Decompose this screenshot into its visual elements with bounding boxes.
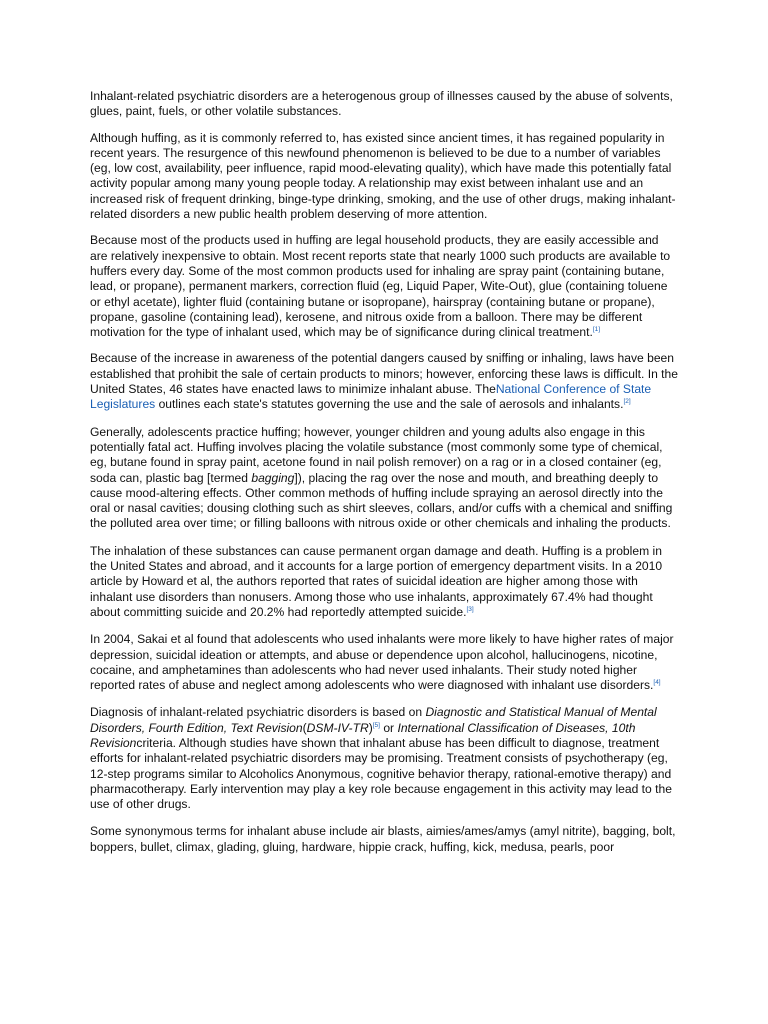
reference-3-link[interactable]: [3] (466, 605, 474, 613)
paragraph-text: ) (368, 720, 373, 735)
paragraph-text: ]), placing the rag over the nose and mouth, and breathing deeply to cause mood-altering effects. Other common methods of huffing include spraying an aerosol directly into the oral or nasal cavities; dousing clothing such as shirt sleeves, collars, and/or cuffs with a chemical and sniffing the polluted area over time; or filling balloons with nitrous oxide or other chemicals and inhaling the products. (90, 470, 673, 531)
reference-5-link[interactable]: [5] (372, 721, 380, 729)
paragraph-text: Because of the increase in awareness of the potential dangers caused by sniffing or inhaling, laws have been established that prohibit the sale of certain products to minors; however, enforcing these laws is difficult. In the United States, 46 states have enacted laws to minimize inhalant abuse. The (90, 351, 678, 397)
paragraph-text: Inhalant-related psychiatric disorders are a heterogenous group of illnesses caused by the abuse of solvents, glues, paint, fuels, or other volatile substances. (90, 89, 673, 119)
paragraph-text: Because most of the products used in huffing are legal household products, they are easily accessible and are relatively inexpensive to obtain. Most recent reports state that nearly 1000 such products are available to huffers every day. Some of the most common products used for inhaling are spray paint (containing butane, lead, or propane), permanent markers, correction fluid (eg, Liquid Paper, Wite-Out), glue (containing toluene or ethyl acetate), lighter fluid (containing butane or isopropane), hairspray (containing butane or propane), propane, gasoline (containing lead), kerosene, and nitrous oxide from a balloon. There may be different motivation for the type of inhalant used, which may be of significance during clinical treatment. (90, 233, 671, 340)
paragraph-text: criteria. Although studies have shown that inhalant abuse has been difficult to diagnose, treatment efforts for inhalant-related psychiatric disorders may be promising. Treatment consists of psychotherapy (eg, 12-step programs similar to Alcoholics Anonymous, cognitive behavior therapy, rational-emotive therapy) and pharmacotherapy. Early intervention may play a key role because engagement in this activity may lead to the use of other drugs. (90, 735, 672, 812)
bagging-term: bagging (251, 470, 295, 485)
paragraph-text: ( (302, 720, 307, 735)
dsm-abbreviation: DSM-IV-TR (306, 720, 369, 735)
paragraph-consequences (90, 544, 678, 620)
paragraph-synonyms (90, 824, 678, 855)
paragraph-methods (90, 425, 678, 532)
paragraph-text: Diagnosis of inhalant-related psychiatric disorders is based on (90, 705, 426, 720)
paragraph-text: The inhalation of these substances can cause permanent organ damage and death. Huffing is a problem in the United States and abroad, and it accounts for a large portion of emergency department visits. In a 2010 article by Howard et al, the authors reported that rates of suicidal ideation are higher among those with inhalant use disorders than nonusers. Among those who use inhalants, approximately 67.4% had thought about committing suicide and 20.2% had reportedly attempted suicide. (90, 543, 663, 619)
paragraph-huffing-history (90, 131, 678, 223)
paragraph-text: In 2004, Sakai et al found that adolescents who used inhalants were more likely to have higher rates of major depression, suicidal ideation or attempts, and abuse or dependence upon alcohol, hallucinogens, nicotine, cocaine, and amphetamines than adolescents who had never used inhalants. Their study noted higher reported rates of abuse and neglect among adolescents who were diagnosed with inhalant use disorders. (90, 632, 674, 693)
paragraph-sakai-study (90, 632, 678, 693)
reference-4-link[interactable]: [4] (653, 679, 661, 687)
paragraph-laws (90, 351, 678, 412)
icd-title: International Classification of Diseases, 10th Revision (90, 720, 636, 750)
ncsl-link[interactable]: National Conference of State Legislatures (90, 382, 652, 412)
reference-2-link[interactable]: [2] (623, 398, 631, 406)
dsm-title: Diagnostic and Statistical Manual of Mental Disorders, Fourth Edition, Text Revision (90, 705, 657, 735)
paragraph-products (90, 233, 678, 340)
reference-1-link[interactable]: [1] (592, 326, 601, 334)
paragraph-text: Generally, adolescents practice huffing; however, younger children and young adults also engage in this potentially fatal act. Huffing involves placing the volatile substance (most commonly some type of chemical, eg, butane found in spray paint, acetone found in nail polish remover) on a rag or in a closed container (eg, soda can, plastic bag [termed (90, 424, 663, 485)
paragraph-diagnosis (90, 705, 678, 812)
paragraph-text: Although huffing, as it is commonly referred to, has existed since ancient times, it has regained popularity in recent years. The resurgence of this newfound phenomenon is believed to be due to a number of variables (eg, low cost, availability, peer influence, rapid mood-elevating quality), which have made this potentially fatal activity popular among many young people today. A relationship may exist between inhalant use and an increased risk of frequent drinking, binge-type drinking, smoking, and the use of other drugs, making inhalant-related disorders a new public health problem deserving of more attention. (90, 130, 676, 222)
paragraph-text: outlines each state's statutes governing the use and the sale of aerosols and inhalants. (155, 397, 624, 412)
paragraph-text: Some synonymous terms for inhalant abuse include air blasts, aimies/ames/amys (amyl nitrite), bagging, bolt, boppers, bullet, climax, glading, gluing, hardware, hippie crack, huffing, kick, medusa, pearls, poor (90, 824, 676, 854)
paragraph-intro (90, 89, 678, 120)
paragraph-text: or (379, 720, 398, 735)
